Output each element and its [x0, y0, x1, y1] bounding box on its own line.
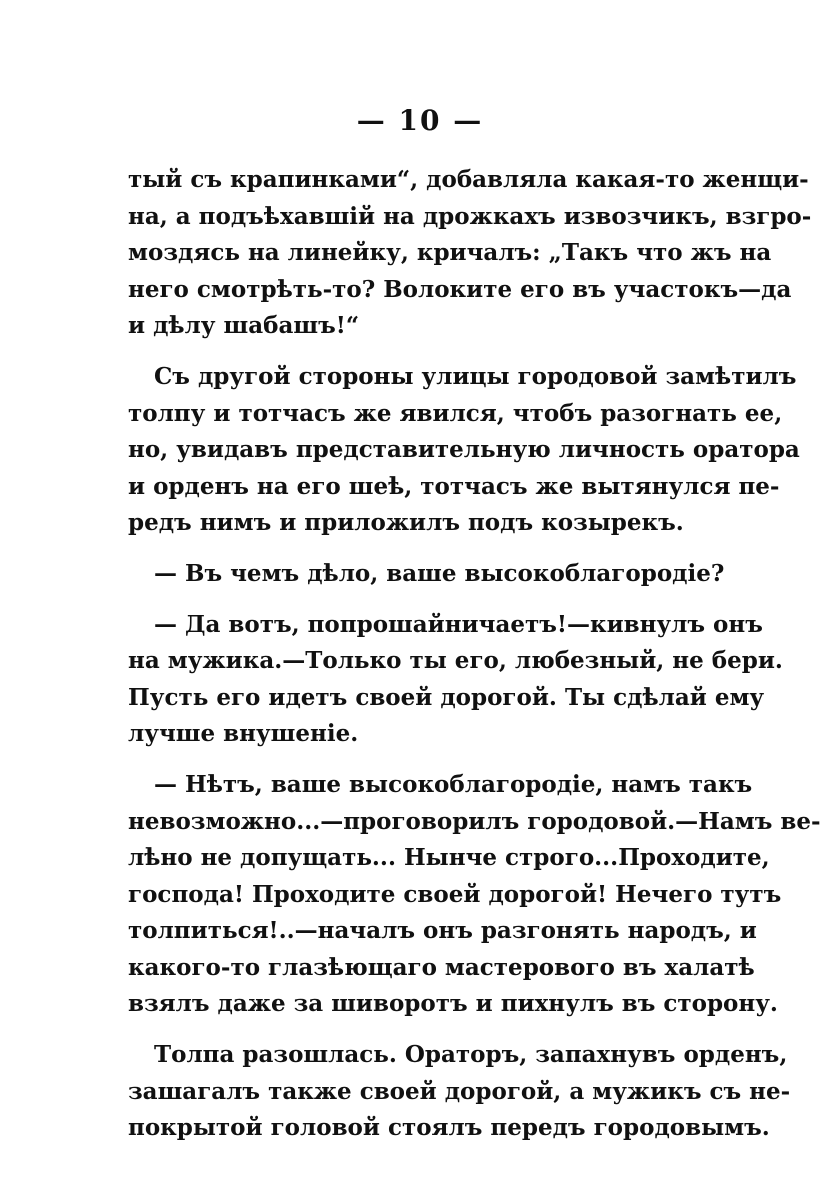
paragraph [128, 1037, 791, 1147]
paragraph [128, 556, 725, 593]
body-text [128, 162, 821, 1147]
text-line: покрытой головой стоялъ передъ городовымъ. [128, 1114, 770, 1142]
text-line: взялъ даже за шиворотъ и пихнулъ въ сторону. [128, 990, 778, 1018]
text-line: — Да вотъ, попрошайничаетъ!—кивнулъ онъ [154, 610, 763, 638]
text-line: толпу и тотчасъ же явился, чтобъ разогнать ее, [128, 399, 783, 427]
paragraph-spacer [128, 753, 712, 767]
text-line: лучше внушеніе. [128, 720, 359, 748]
page-number: — 10 — [356, 104, 484, 137]
text-line: невозможно...—проговорилъ городовой.—Намъ ве- [128, 807, 821, 835]
paragraph [128, 359, 800, 542]
text-line: Толпа разошлась. Ораторъ, запахнувъ орденъ, [154, 1041, 788, 1069]
paragraph [128, 767, 821, 1023]
text-line: на мужика.—Только ты его, любезный, не бери. [128, 647, 783, 675]
paragraph [128, 162, 812, 345]
paragraph [128, 607, 783, 753]
paragraph-spacer [128, 1023, 712, 1037]
text-line: тый съ крапинками“, добавляла какая-то женщи- [128, 166, 809, 193]
text-line: него смотрѣть-то? Волоките его въ участокъ—да [128, 275, 792, 303]
text-line: Пусть его идетъ своей дорогой. Ты сдѣлай ему [128, 683, 765, 711]
text-line: толпиться!..—началъ онъ разгонять народъ, и [128, 917, 757, 945]
text-line: но, увидавъ представительную личность оратора [128, 436, 800, 464]
paragraph-spacer [128, 542, 712, 556]
text-line: редъ нимъ и приложилъ подъ козырекъ. [128, 509, 684, 537]
text-line: и дѣлу шабашъ!“ [128, 312, 360, 340]
text-line: — Нѣтъ, ваше высокоблагородіе, намъ такъ [154, 770, 753, 798]
paragraph-spacer [128, 345, 712, 359]
text-line: лѣно не допущать... Нынче строго...Проходите, [128, 844, 770, 872]
text-line: зашагалъ также своей дорогой, а мужикъ съ не- [128, 1077, 791, 1105]
text-line: на, а подъѣхавшій на дрожкахъ извозчикъ, взгро- [128, 202, 812, 230]
text-line: какого-то глазѣющаго мастерового въ халатѣ [128, 953, 755, 981]
text-line: и орденъ на его шеѣ, тотчасъ же вытянулся пе- [128, 472, 780, 500]
text-line: моздясь на линейку, кричалъ: „Такъ что жъ на [128, 239, 772, 267]
paragraph-spacer [128, 593, 712, 607]
text-line: господа! Проходите своей дорогой! Нечего тутъ [128, 880, 782, 908]
text-line: — Въ чемъ дѣло, ваше высокоблагородіе? [154, 559, 725, 587]
text-line: Съ другой стороны улицы городовой замѣтилъ [154, 362, 797, 390]
